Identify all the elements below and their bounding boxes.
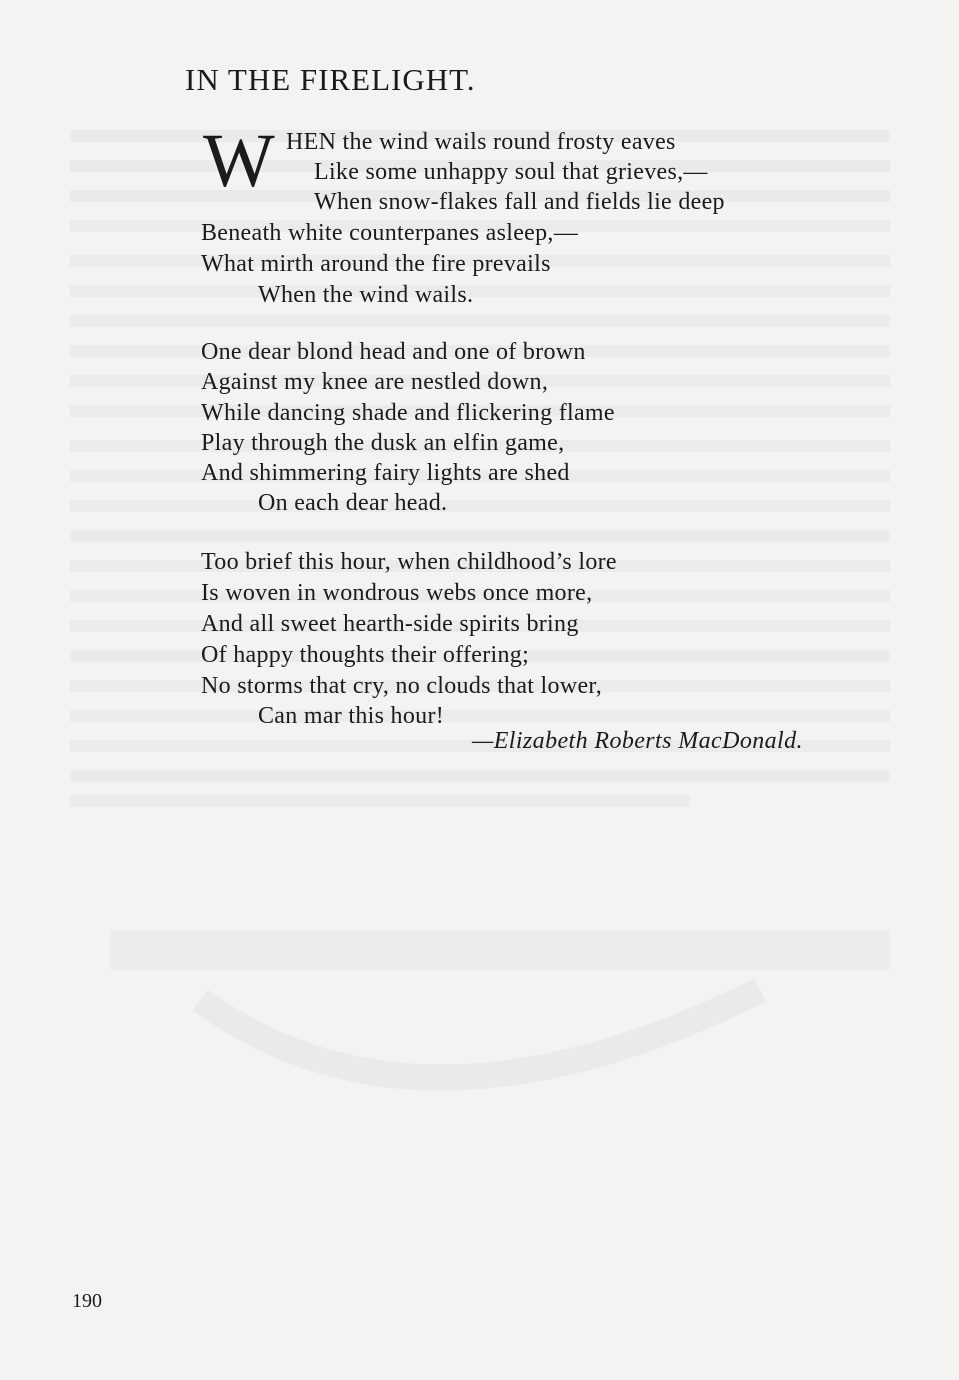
- stanza1-line2: Like some unhappy soul that grieves,—: [314, 159, 708, 185]
- stanza3-line3: And all sweet hearth-side spirits bring: [201, 611, 579, 637]
- stanza2-line3: While dancing shade and flickering flame: [201, 400, 615, 426]
- stanza2-line2: Against my knee are nestled down,: [201, 369, 549, 395]
- stanza3-line6: Can mar this hour!: [258, 703, 445, 729]
- stanza3-line2: Is woven in wondrous webs once more,: [201, 580, 593, 606]
- stanza3-line4: Of happy thoughts their offering;: [201, 642, 530, 668]
- drop-cap: W: [203, 119, 275, 203]
- page-number: 190: [72, 1290, 102, 1312]
- stanza1-line1: HEN the wind wails round frosty eaves: [286, 129, 676, 155]
- stanza2-line4: Play through the dusk an elfin game,: [201, 430, 565, 456]
- author-attribution: —Elizabeth Roberts MacDonald.: [472, 728, 803, 754]
- stanza3-line1: Too brief this hour, when childhood’s lore: [201, 549, 617, 575]
- poem-title: IN THE FIRELIGHT.: [185, 62, 476, 97]
- stanza1-line3: When snow-flakes fall and fields lie deep: [314, 189, 725, 215]
- stanza2-line6: On each dear head.: [258, 490, 448, 516]
- stanza3-line5: No storms that cry, no clouds that lower,: [201, 673, 603, 699]
- stanza2-line5: And shimmering fairy lights are shed: [201, 460, 570, 486]
- stanza1-line4: Beneath white counterpanes asleep,—: [201, 220, 579, 246]
- stanza1-line5: What mirth around the fire prevails: [201, 251, 551, 277]
- stanza2-line1: One dear blond head and one of brown: [201, 339, 586, 365]
- stanza1-line6: When the wind wails.: [258, 282, 474, 308]
